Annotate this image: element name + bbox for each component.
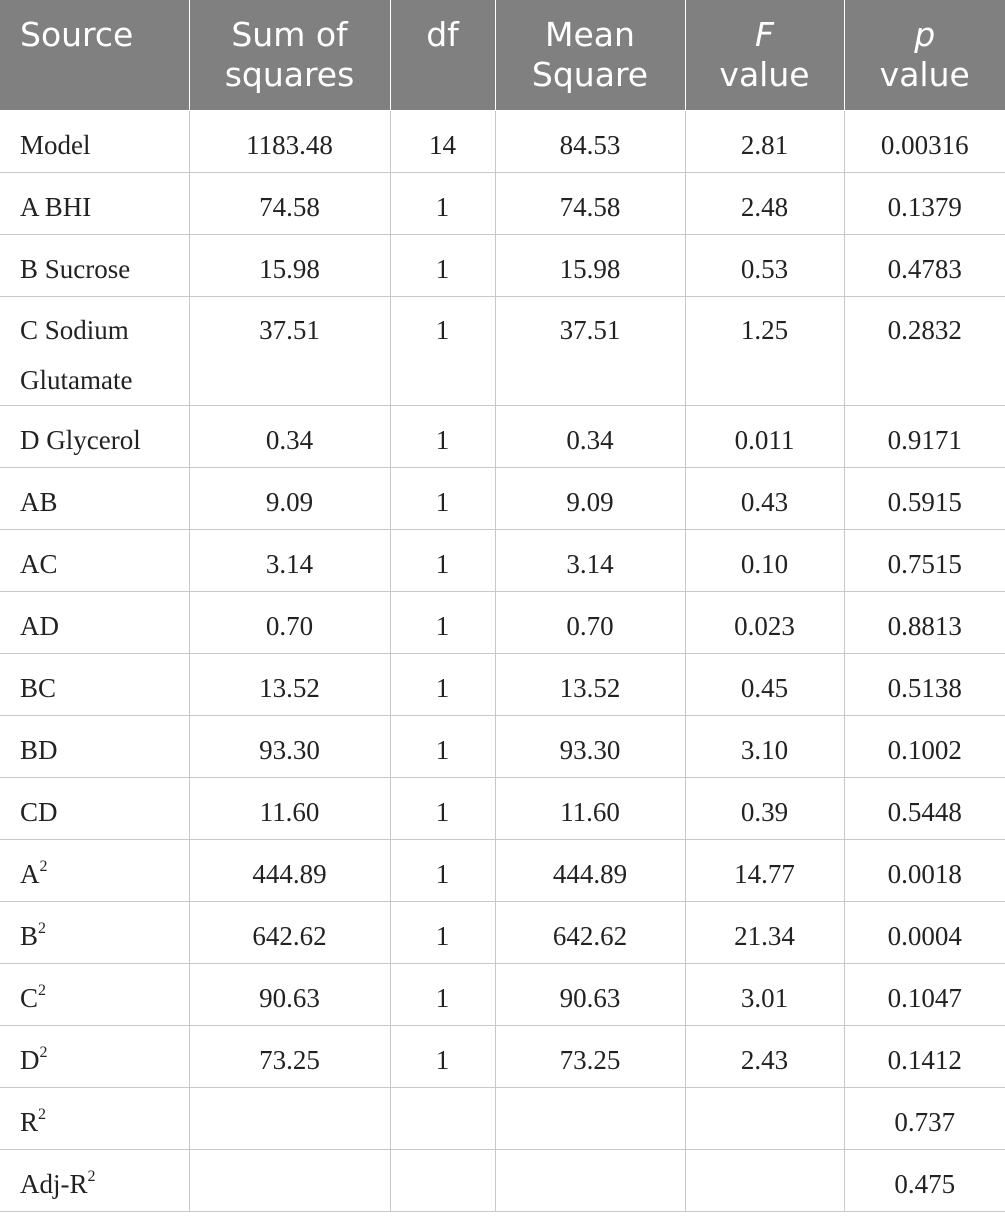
source-label: R <box>20 1106 39 1137</box>
header-p-symbol: p <box>914 15 936 54</box>
table-row <box>0 467 1005 529</box>
df-cell: 1 <box>390 777 495 839</box>
superscript: 2 <box>38 1105 47 1123</box>
table-row <box>0 405 1005 467</box>
header-mean-square: Mean Square <box>495 0 685 110</box>
p-value-cell: 0.1412 <box>844 1025 1005 1087</box>
mean-square-cell: 15.98 <box>495 234 685 296</box>
source-cell <box>0 1087 189 1149</box>
superscript: 2 <box>39 857 48 875</box>
sum-of-squares-cell: 3.14 <box>189 529 390 591</box>
sum-of-squares-cell: 15.98 <box>189 234 390 296</box>
source-cell <box>0 1149 189 1211</box>
df-cell: 1 <box>390 296 495 405</box>
mean-square-cell: 13.52 <box>495 653 685 715</box>
mean-square-cell <box>495 1087 685 1149</box>
sum-of-squares-cell: 1183.48 <box>189 110 390 172</box>
f-value-cell: 0.011 <box>685 405 844 467</box>
df-cell: 1 <box>390 653 495 715</box>
source-cell <box>0 467 189 529</box>
f-value-cell: 1.25 <box>685 296 844 405</box>
df-cell: 14 <box>390 110 495 172</box>
p-value-cell: 0.5138 <box>844 653 1005 715</box>
header-source: Source <box>0 0 189 110</box>
source-cell <box>0 777 189 839</box>
p-value-cell: 0.8813 <box>844 591 1005 653</box>
f-value-cell: 2.81 <box>685 110 844 172</box>
sum-of-squares-cell <box>189 1149 390 1211</box>
p-value-cell: 0.2832 <box>844 296 1005 405</box>
df-cell: 1 <box>390 963 495 1025</box>
source-cell <box>0 839 189 901</box>
sum-of-squares-cell: 73.25 <box>189 1025 390 1087</box>
source-cell <box>0 405 189 467</box>
df-cell: 1 <box>390 405 495 467</box>
source-cell <box>0 715 189 777</box>
table-row <box>0 110 1005 172</box>
sum-of-squares-cell: 9.09 <box>189 467 390 529</box>
mean-square-cell: 9.09 <box>495 467 685 529</box>
source-label: BC <box>20 672 57 703</box>
p-value-cell: 0.737 <box>844 1087 1005 1149</box>
df-cell: 1 <box>390 234 495 296</box>
source-label: BD <box>20 734 58 765</box>
table-row <box>0 296 1005 405</box>
mean-square-cell: 0.34 <box>495 405 685 467</box>
df-cell: 1 <box>390 529 495 591</box>
source-label: CD <box>20 796 58 827</box>
mean-square-cell: 444.89 <box>495 839 685 901</box>
source-label: A <box>20 858 40 889</box>
p-value-cell: 0.1047 <box>844 963 1005 1025</box>
table-row <box>0 963 1005 1025</box>
superscript: 2 <box>38 981 47 999</box>
source-cell <box>0 296 189 405</box>
source-cell <box>0 591 189 653</box>
p-value-cell: 0.1002 <box>844 715 1005 777</box>
table-row <box>0 1025 1005 1087</box>
source-cell <box>0 963 189 1025</box>
mean-square-cell <box>495 1149 685 1211</box>
f-value-cell: 0.45 <box>685 653 844 715</box>
p-value-cell: 0.5915 <box>844 467 1005 529</box>
df-cell: 1 <box>390 1025 495 1087</box>
source-label: D <box>20 1044 40 1075</box>
sum-of-squares-cell: 444.89 <box>189 839 390 901</box>
mean-square-cell: 93.30 <box>495 715 685 777</box>
df-cell <box>390 1087 495 1149</box>
source-label: AB <box>20 486 58 517</box>
f-value-cell: 0.53 <box>685 234 844 296</box>
table-row <box>0 839 1005 901</box>
f-value-cell: 2.48 <box>685 172 844 234</box>
table-row <box>0 715 1005 777</box>
source-label: Adj-R <box>20 1168 88 1199</box>
table-row <box>0 777 1005 839</box>
source-cell <box>0 110 189 172</box>
f-value-cell: 0.10 <box>685 529 844 591</box>
f-value-cell: 14.77 <box>685 839 844 901</box>
f-value-cell <box>685 1149 844 1211</box>
df-cell: 1 <box>390 172 495 234</box>
mean-square-cell: 37.51 <box>495 296 685 405</box>
source-label: Model <box>20 129 91 160</box>
f-value-cell: 3.01 <box>685 963 844 1025</box>
table-row <box>0 1149 1005 1211</box>
f-value-cell: 0.39 <box>685 777 844 839</box>
table-row <box>0 529 1005 591</box>
source-label: AC <box>20 548 58 579</box>
source-cell <box>0 172 189 234</box>
p-value-cell: 0.1379 <box>844 172 1005 234</box>
df-cell: 1 <box>390 591 495 653</box>
table-row <box>0 901 1005 963</box>
df-cell: 1 <box>390 901 495 963</box>
p-value-cell: 0.0004 <box>844 901 1005 963</box>
p-value-cell: 0.00316 <box>844 110 1005 172</box>
mean-square-cell: 3.14 <box>495 529 685 591</box>
source-label: AD <box>20 610 59 641</box>
df-cell <box>390 1149 495 1211</box>
header-row <box>0 0 1005 110</box>
source-label: C Sodium Glutamate <box>20 314 133 395</box>
source-cell <box>0 529 189 591</box>
sum-of-squares-cell: 0.34 <box>189 405 390 467</box>
table-body <box>0 110 1005 1211</box>
sum-of-squares-cell: 90.63 <box>189 963 390 1025</box>
header-sum-of-squares: Sum of squares <box>189 0 390 110</box>
table-row <box>0 172 1005 234</box>
mean-square-cell: 11.60 <box>495 777 685 839</box>
header-p-value <box>844 0 1005 110</box>
source-label: D Glycerol <box>20 424 141 455</box>
source-label: C <box>20 982 39 1013</box>
table-header <box>0 0 1005 110</box>
f-value-cell <box>685 1087 844 1149</box>
f-value-cell: 2.43 <box>685 1025 844 1087</box>
mean-square-cell: 642.62 <box>495 901 685 963</box>
f-value-cell: 0.43 <box>685 467 844 529</box>
header-df: df <box>390 0 495 110</box>
sum-of-squares-cell: 642.62 <box>189 901 390 963</box>
p-value-cell: 0.0018 <box>844 839 1005 901</box>
sum-of-squares-cell: 93.30 <box>189 715 390 777</box>
mean-square-cell: 74.58 <box>495 172 685 234</box>
source-cell <box>0 653 189 715</box>
p-value-cell: 0.9171 <box>844 405 1005 467</box>
header-f-symbol: F <box>755 15 774 54</box>
p-value-cell: 0.7515 <box>844 529 1005 591</box>
source-cell <box>0 234 189 296</box>
f-value-cell: 3.10 <box>685 715 844 777</box>
table-row <box>0 591 1005 653</box>
df-cell: 1 <box>390 715 495 777</box>
f-value-cell: 21.34 <box>685 901 844 963</box>
f-value-cell: 0.023 <box>685 591 844 653</box>
header-f-value <box>685 0 844 110</box>
mean-square-cell: 0.70 <box>495 591 685 653</box>
source-label: B <box>20 920 39 951</box>
mean-square-cell: 90.63 <box>495 963 685 1025</box>
df-cell: 1 <box>390 839 495 901</box>
df-cell: 1 <box>390 467 495 529</box>
table-row <box>0 234 1005 296</box>
table-row <box>0 1087 1005 1149</box>
source-label: B Sucrose <box>20 253 131 284</box>
mean-square-cell: 73.25 <box>495 1025 685 1087</box>
header-f-label: value <box>719 55 810 94</box>
source-label: A BHI <box>20 191 92 222</box>
header-p-label: value <box>879 55 970 94</box>
superscript: 2 <box>87 1167 96 1185</box>
superscript: 2 <box>38 919 47 937</box>
sum-of-squares-cell: 0.70 <box>189 591 390 653</box>
sum-of-squares-cell: 11.60 <box>189 777 390 839</box>
superscript: 2 <box>39 1043 48 1061</box>
p-value-cell: 0.475 <box>844 1149 1005 1211</box>
p-value-cell: 0.4783 <box>844 234 1005 296</box>
mean-square-cell: 84.53 <box>495 110 685 172</box>
sum-of-squares-cell <box>189 1087 390 1149</box>
source-cell <box>0 901 189 963</box>
table-row <box>0 653 1005 715</box>
sum-of-squares-cell: 37.51 <box>189 296 390 405</box>
p-value-cell: 0.5448 <box>844 777 1005 839</box>
sum-of-squares-cell: 74.58 <box>189 172 390 234</box>
source-cell <box>0 1025 189 1087</box>
sum-of-squares-cell: 13.52 <box>189 653 390 715</box>
